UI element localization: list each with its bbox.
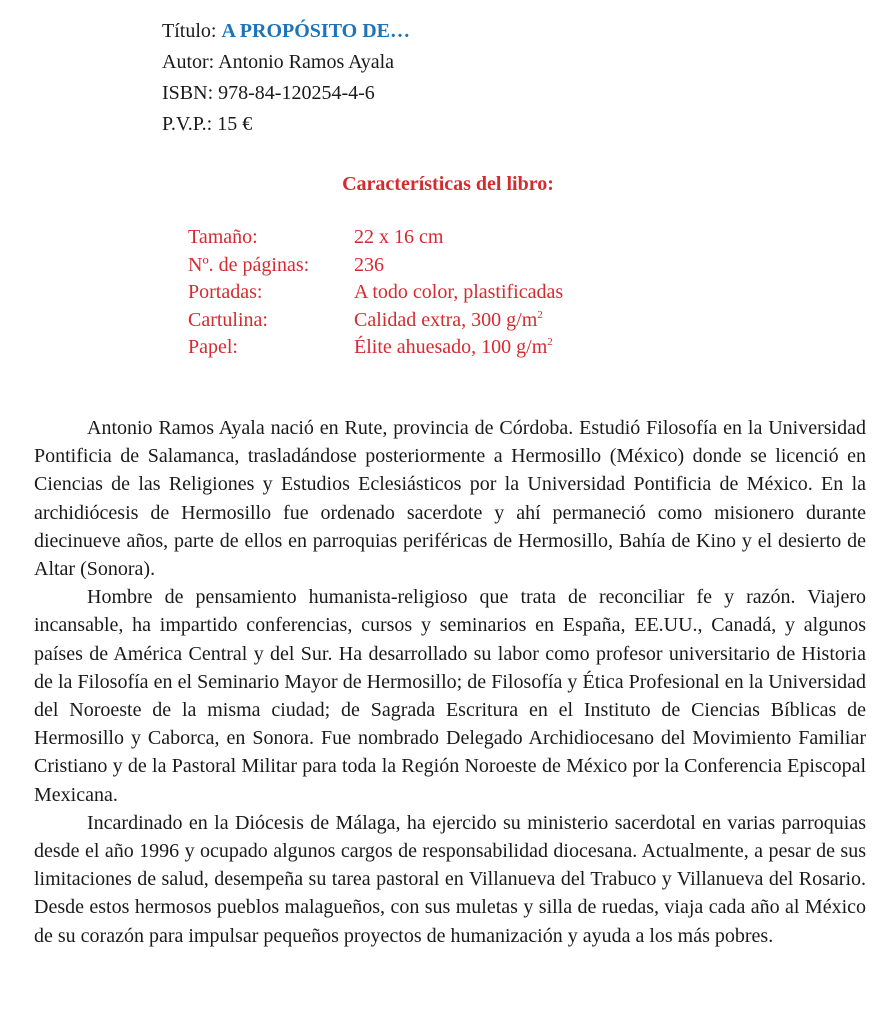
- author-biography: [34, 414, 866, 950]
- price-value: 15 €: [217, 113, 253, 135]
- feature-row-cardstock: [188, 307, 563, 335]
- book-metadata: [162, 16, 410, 140]
- book-title: A PROPÓSITO DE…: [221, 20, 411, 42]
- author-label: Autor:: [162, 51, 215, 73]
- feature-row-pages: [188, 252, 563, 280]
- superscript: 2: [547, 336, 553, 348]
- biography-paragraph: Incardinado en la Diócesis de Málaga, ha ejercido su ministerio sacerdotal en varias parroquias desde el año 1996 y ocupado algunos cargos de responsabilidad diocesana. Actualmente, a pesar de sus limitaciones de salud, desempeña su tarea pastoral en Villanueva del Trabuco y Villanueva del Rosario. Desde estos hermosos pueblos malagueños, con sus muletas y silla de ruedas, viaja cada año al México de su corazón para impulsar pequeños proyectos de humanización y ayuda a los más pobres.: [34, 811, 866, 947]
- feature-label: Papel:: [188, 336, 238, 358]
- isbn-line: [162, 78, 410, 109]
- isbn-label: ISBN:: [162, 82, 214, 104]
- biography-paragraph: Antonio Ramos Ayala nació en Rute, provincia de Córdoba. Estudió Filosofía en la Universidad Pontificia de Salamanca, trasladándose posteriormente a Hermosillo (México) donde se licenció en Ciencias de las Religiones y Estudios Eclesiásticos por la Universidad Pontificia de México. En la archidiócesis de Hermosillo fue ordenado sacerdote y ahí permaneció como misionero durante diecinueve años, parte de ellos en parroquias periféricas de Hermosillo, Bahía de Kino y el desierto de Altar (Sonora).: [34, 417, 866, 581]
- features-list: [188, 224, 563, 362]
- feature-label: Portadas:: [188, 281, 263, 303]
- superscript: 2: [537, 308, 543, 321]
- biography-paragraph: Hombre de pensamiento humanista-religioso que trata de reconciliar fe y razón. Viajero incansable, ha impartido conferencias, cursos y seminarios en España, EE.UU., Canadá, y algunos países de América Central y del Sur. Ha desarrollado su labor como profesor universitario de Historia de la Filosofía en el Seminario Mayor de Hermosillo; de Filosofía y Ética Profesional en la Universidad del Noroeste de la misma ciudad; de Sagrada Escritura en el Instituto de Ciencias Bíblicas de Hermosillo y Caborca, en Sonora. Fue nombrado Delegado Archidiocesano del Movimiento Familiar Cristiano y de la Pastoral Militar para toda la Región Noroeste de México por la Conferencia Episcopal Mexicana.: [34, 586, 866, 806]
- feature-value: A todo color, plastificadas: [354, 281, 564, 303]
- feature-value: Élite ahuesado, 100 $g/m^2$: [354, 336, 553, 358]
- feature-value: 236: [354, 253, 384, 276]
- feature-value: Calidad extra, 300 $g/m^2$: [354, 308, 543, 331]
- isbn-value: 978-84-120254-4-6: [218, 82, 375, 104]
- feature-row-size: [188, 224, 563, 252]
- author-value: Antonio Ramos Ayala: [218, 51, 395, 73]
- feature-label: Cartulina:: [188, 308, 268, 331]
- price-label: P.V.P.:: [162, 113, 213, 135]
- feature-label: Tamaño:: [188, 226, 258, 248]
- title-label: Título:: [162, 20, 217, 42]
- author-line: [162, 47, 410, 78]
- feature-label: Nº. de páginas:: [188, 253, 310, 276]
- feature-value: 22 x 16 cm: [354, 226, 444, 248]
- feature-row-paper: [188, 334, 563, 362]
- features-heading: Características del libro:: [342, 173, 554, 195]
- title-line: [162, 16, 410, 47]
- price-line: [162, 109, 410, 140]
- feature-row-covers: [188, 279, 563, 307]
